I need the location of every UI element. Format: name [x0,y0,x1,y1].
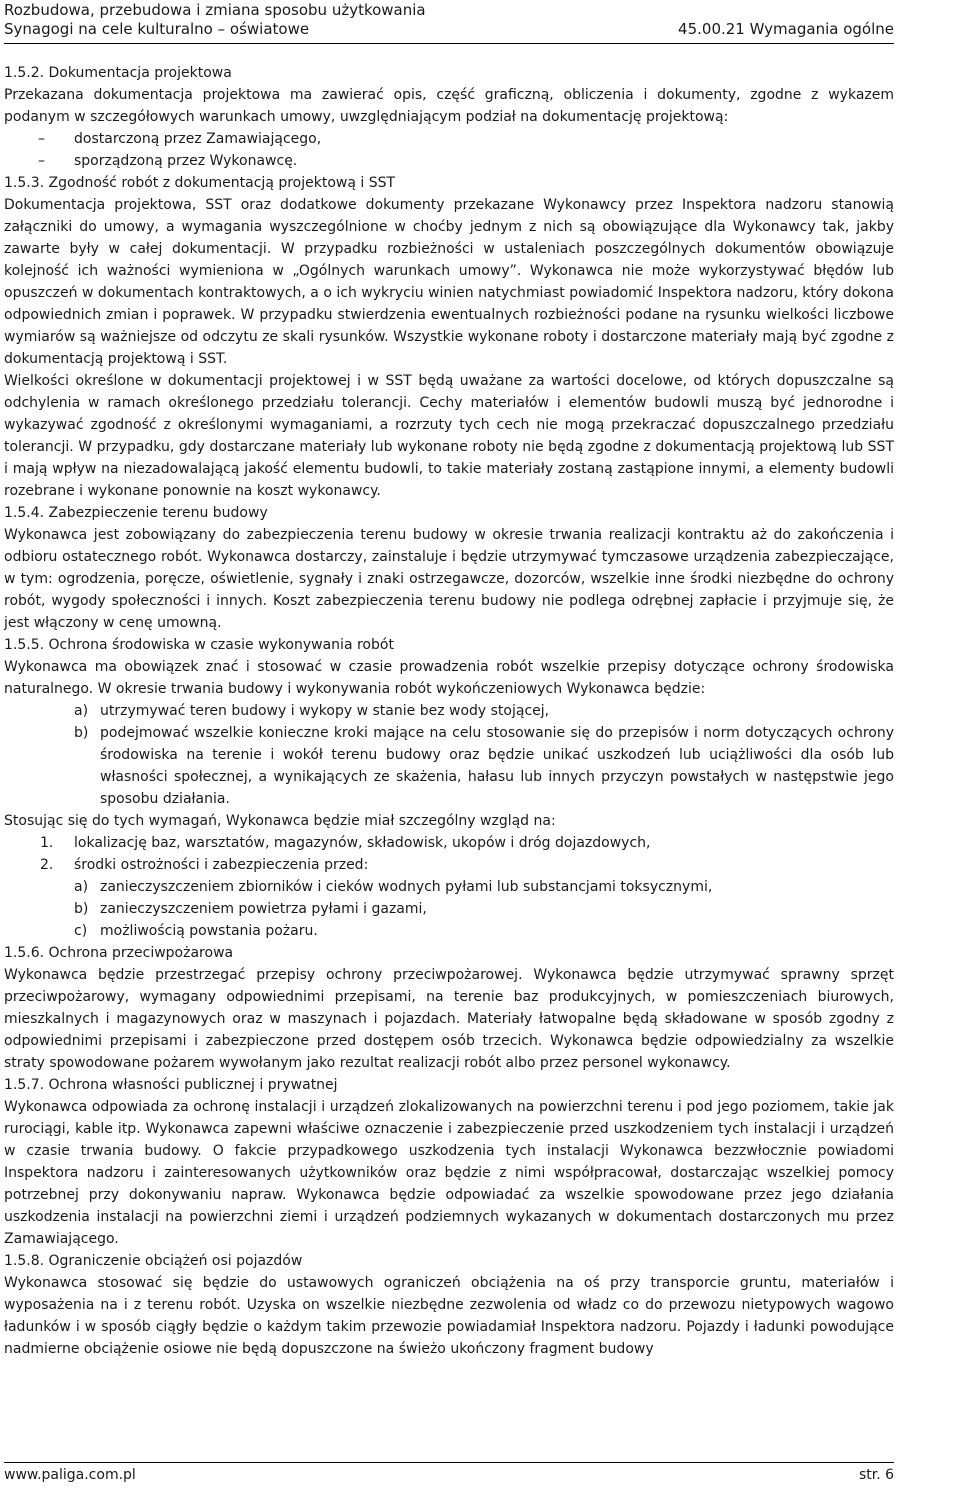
list-item [4,876,894,898]
list-item-text: utrzymywać teren budowy i wykopy w stanie bez wody stojącej, [100,703,550,719]
section-heading-1-5-5: 1.5.5. Ochrona środowiska w czasie wykonywania robót [4,637,394,653]
paragraph: Stosując się do tych wymagań, Wykonawca będzie miał szczególny wzgląd na: [4,813,556,829]
list-item-text: sporządzoną przez Wykonawcę. [74,153,298,169]
footer-website: www.paliga.com.pl [4,1467,136,1483]
paragraph: Wielkości określone w dokumentacji projektowej i w SST będą uważane za wartości docelowe, od których dopuszczalne są odchylenia w ramach określonego przedziału tolerancji. Cechy materiałów i elementów budowli muszą być jednorodne i wykazywać zgodność z określonymi wymaganiami, a rozrzuty tych cech nie mogą przekraczać dopuszczalnego przedziału tolerancji. W przypadku, gdy dostarczane materiały lub wykonane roboty nie będą zgodne z dokumentacją projektową lub SST i mają wpływ na niezadowalającą jakość elementu budowli, to takie materiały zostaną zastąpione innymi, a elementy budowli rozebrane i wykonane ponownie na koszt wykonawcy. [4,373,894,499]
section-heading-1-5-8: 1.5.8. Ograniczenie obciążeń osi pojazdów [4,1253,303,1269]
paragraph: Wykonawca odpowiada za ochronę instalacji i urządzeń zlokalizowanych na powierzchni terenu i pod jego poziomem, takie jak rurociągi, kable itp. Wykonawca zapewni właściwe oznaczenie i zabezpieczenie przed uszkodzeniem tych instalacji i urządzeń w czasie trwania budowy. O fakcie przypadkowego uszkodzenia tych instalacji Wykonawca bezzwłocznie powiadomi Inspektora nadzoru i zainteresowanych użytkowników oraz będzie z nimi współpracował, dostarczając wszelkiej pomocy potrzebnej przy dokonywaniu napraw. Wykonawca będzie odpowiadać za wszelkie spowodowane przez jego działania uszkodzenia instalacji na powierzchni ziemi i urządzeń podziemnych wykazanych w dokumentach dostarczonych mu przez Zamawiającego. [4,1099,894,1247]
list-marker: c) [74,923,88,939]
page-header [4,0,894,44]
list-item [4,898,894,920]
list-item [4,128,894,150]
list-item-text: środki ostrożności i zabezpieczenia przed: [74,857,369,873]
section-heading-1-5-2: 1.5.2. Dokumentacja projektowa [4,65,232,81]
footer-page-number: str. 6 [858,1467,894,1483]
list-item-text: zanieczyszczeniem powietrza pyłami i gazami, [100,901,427,917]
paragraph: Dokumentacja projektowa, SST oraz dodatkowe dokumenty przekazane Wykonawcy przez Inspektora nadzoru stanowią załączniki do umowy, a wymagania wyszczególnione w choćby jednym z nich są obowiązujące dla Wykonawcy tak, jakby zawarte były w całej dokumentacji. W przypadku rozbieżności w ustaleniach poszczególnych dokumentów obowiązuje kolejność ich ważności wymieniona w „Ogólnych warunkach umowy”. Wykonawca nie może wykorzystywać błędów lub opuszczeń w dokumentach kontraktowych, a o ich wykryciu winien natychmiast powiadomić Inspektora nadzoru, który dokona odpowiednich zmian i poprawek. W przypadku stwierdzenia ewentualnych rozbieżności podane na rysunku wielkości liczbowe wymiarów są ważniejsze od odczytu ze skali rysunków. Wszystkie wykonane roboty i dostarczone materiały mają być zgodne z dokumentacją projektową i SST. [4,197,894,367]
list-marker: 1. [40,835,54,851]
dash-marker: – [38,153,45,169]
list-marker: 2. [40,857,54,873]
page-footer [4,1462,894,1483]
paragraph: Wykonawca stosować się będzie do ustawowych ograniczeń obciążenia na oś przy transporcie gruntu, materiałów i wyposażenia na i z terenu robót. Uzyska on wszelkie niezbędne zezwolenia od władz co do przewozu nietypowych wagowo ładunków i w sposób ciągły będzie o każdym takim przewozie powiadamiał Inspektora nadzoru. Pojazdy i ładunki powodujące nadmierne obciążenie osiowe nie będą dopuszczone na świeżo ukończony fragment budowy [4,1275,894,1357]
list-item [4,920,894,942]
header-title-line-2: Synagogi na cele kulturalno – oświatowe [4,20,310,38]
list-marker: a) [74,703,89,719]
list-item [4,150,894,172]
header-title-line-1: Rozbudowa, przebudowa i zmiana sposobu użytkowania [4,1,426,19]
paragraph: Przekazana dokumentacja projektowa ma zawierać opis, część graficzną, obliczenia i dokumenty, zgodne z wykazem podanym w szczegółowych warunkach umowy, uwzględniającym podział na dokumentację projektową: [4,87,894,125]
paragraph: Wykonawca będzie przestrzegać przepisy ochrony przeciwpożarowej. Wykonawca będzie utrzymywać sprawny sprzęt przeciwpożarowy, wymagany odpowiednimi przepisami, na terenie baz produkcyjnych, w pomieszczeniach biurowych, mieszkalnych i magazynowych oraz w maszynach i pojazdach. Materiały łatwopalne będą składowane w sposób zgodny z odpowiednimi przepisami i zabezpieczone przed dostępem osób trzecich. Wykonawca będzie odpowiedzialny za wszelkie straty spowodowane pożarem wywołanym jako rezultat realizacji robót albo przez personel wykonawcy. [4,967,894,1071]
list-item [4,832,894,854]
list-item [4,854,894,876]
list-item [4,722,894,810]
document-body [4,62,894,1360]
list-marker: b) [74,901,89,917]
list-item-text: podejmować wszelkie konieczne kroki mające na celu stosowanie się do przepisów i norm dotyczących ochrony środowiska na terenie i wokół terenu budowy oraz będzie unikać uszkodzeń lub uciążliwości dla osób lub własności społecznej, a wynikających ze skażenia, hałasu lub innych przyczyn powstałych w następstwie jego sposobu działania. [100,725,894,807]
dash-marker: – [38,131,45,147]
paragraph: Wykonawca ma obowiązek znać i stosować w czasie prowadzenia robót wszelkie przepisy dotyczące ochrony środowiska naturalnego. W okresie trwania budowy i wykonywania robót wykończeniowych Wykonawca będzie: [4,659,894,697]
list-marker: a) [74,879,89,895]
section-heading-1-5-6: 1.5.6. Ochrona przeciwpożarowa [4,945,234,961]
list-item [4,700,894,722]
list-item-text: dostarczoną przez Zamawiającego, [74,131,322,147]
list-item-text: możliwością powstania pożaru. [100,923,318,939]
list-item-text: zanieczyszczeniem zbiorników i cieków wodnych pyłami lub substancjami toksycznymi, [100,879,713,895]
section-heading-1-5-7: 1.5.7. Ochrona własności publicznej i prywatnej [4,1077,338,1093]
header-section-code: 45.00.21 Wymagania ogólne [678,20,894,38]
paragraph: Wykonawca jest zobowiązany do zabezpieczenia terenu budowy w okresie trwania realizacji kontraktu aż do zakończenia i odbioru ostatecznego robót. Wykonawca dostarczy, zainstaluje i będzie utrzymywać tymczasowe urządzenia zabezpieczające, w tym: ogrodzenia, poręcze, oświetlenie, sygnały i znaki ostrzegawcze, dozorców, wszelkie inne środki niezbędne do ochrony robót, wygody społeczności i innych. Koszt zabezpieczenia terenu budowy nie podlega odrębnej zapłacie i przyjmuje się, że jest włączony w cenę umowną. [4,527,894,631]
list-marker: b) [74,725,89,741]
section-heading-1-5-4: 1.5.4. Zabezpieczenie terenu budowy [4,505,268,521]
list-item-text: lokalizację baz, warsztatów, magazynów, składowisk, ukopów i dróg dojazdowych, [74,835,651,851]
section-heading-1-5-3: 1.5.3. Zgodność robót z dokumentacją projektową i SST [4,175,396,191]
